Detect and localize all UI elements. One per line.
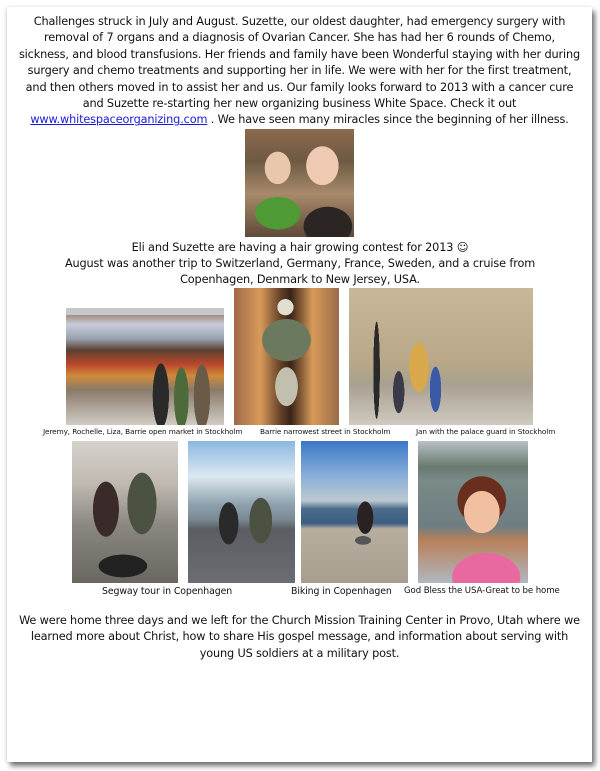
intro-text-end: . We have seen many miracles since the beginning of her illness. xyxy=(207,113,569,127)
narrow-street-caption: Barrie narrowest street in Stockholm xyxy=(260,427,391,436)
segway-caption: Segway tour in Copenhagen xyxy=(102,586,233,597)
whitespace-link[interactable]: www.whitespaceorganizing.com xyxy=(30,113,208,127)
palace-guard-caption: Jan with the palace guard in Stockholm xyxy=(416,427,556,436)
intro-text: Challenges struck in July and August. Suzette, our oldest daughter, had emergency surgery with removal of 7 organs and a diagnosis of Ovarian Cancer. She has had her 6 rounds of Chemo, sickness, and blood transfusions. Her friends and family have been Wonderful staying with her during surgery and chemo treatments and supporting her in life. We were with her for the first treatment, and then others moved in to assist her and us. Our family looks forward to 2013 with a cancer cure and Suzette re-starting her new organizing business White Space. Check it out xyxy=(18,15,581,111)
usa-caption: God Bless the USA-Great to be home xyxy=(404,586,560,596)
segway-photo-2 xyxy=(188,441,295,583)
usa-cruise-photo xyxy=(418,441,528,583)
open-market-photo xyxy=(66,308,224,425)
trip-line-2: Copenhagen, Denmark to New Jersey, USA. xyxy=(180,273,420,286)
open-market-caption: Jeremy, Rochelle, Liza, Barrie open market in Stockholm xyxy=(43,427,243,436)
palace-guard-photo xyxy=(349,288,533,425)
trip-line-1: August was another trip to Switzerland, Germany, France, Sweden, and a cruise from xyxy=(64,257,536,270)
segway-photo-1 xyxy=(72,441,178,583)
biking-caption: Biking in Copenhagen xyxy=(291,586,392,597)
closing-paragraph: We were home three days and we left for the Church Mission Training Center in Provo, Utah where we learned more about Christ, how to share His gospel message, and information about serving with young US soldiers at a military post. xyxy=(19,614,580,660)
eli-suzette-caption: Eli and Suzette are having a hair growing contest for 2013 ☺ xyxy=(131,241,469,254)
biking-photo xyxy=(301,441,408,583)
eli-suzette-photo xyxy=(245,129,354,237)
narrow-street-photo xyxy=(234,288,339,425)
intro-paragraph xyxy=(18,14,581,129)
